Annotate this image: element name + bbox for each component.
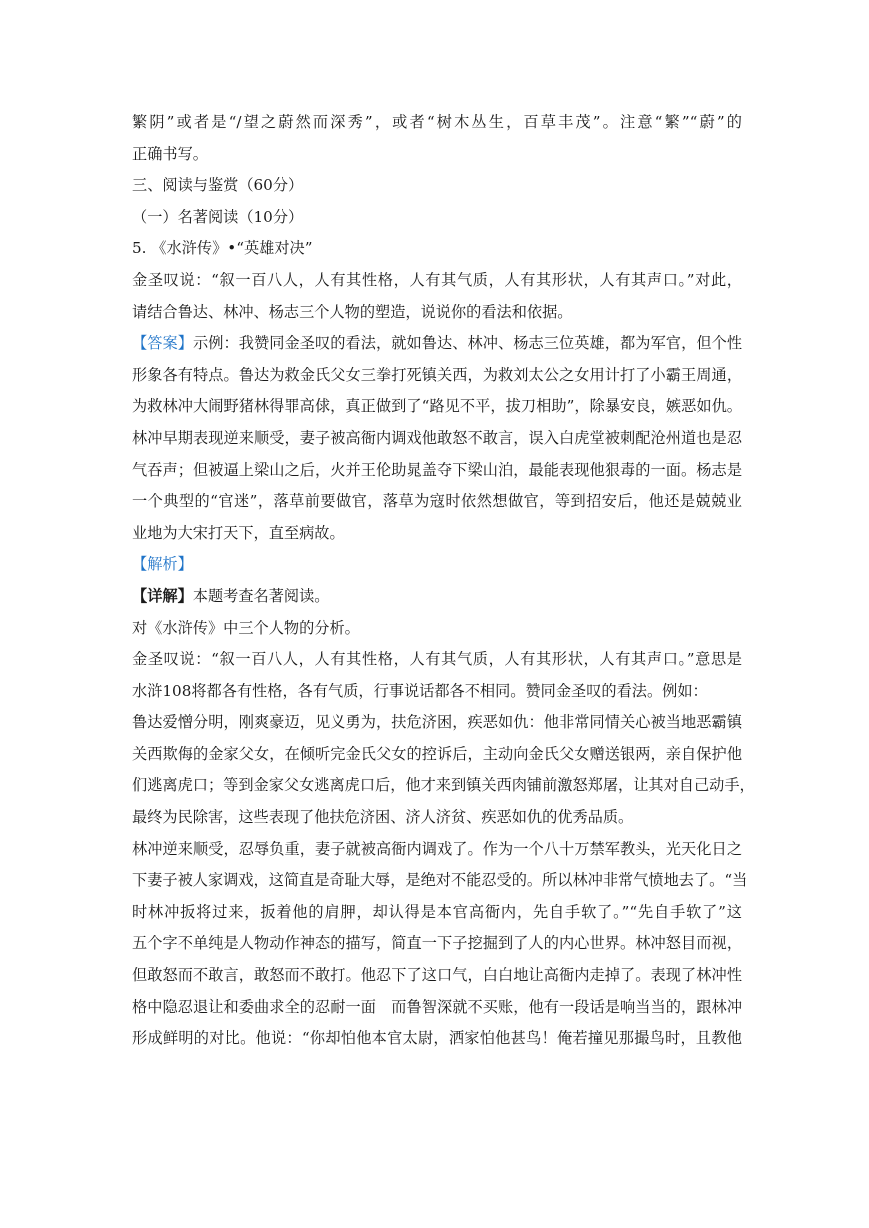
answer-line bbox=[132, 328, 742, 360]
text-line: 关西欺侮的金家父女，在倾听完金氏父女的控诉后，主动向金氏父女赠送银两，亲自保护他 bbox=[132, 744, 742, 763]
text-line: 最终为民除害，这些表现了他扶危济困、济人济贫、疾恶如仇的优秀品质。 bbox=[132, 808, 634, 827]
subsection-heading: （一）名著阅读（10分） bbox=[132, 207, 304, 226]
answer-line: 业地为大宋打天下，直至病故。 bbox=[132, 523, 345, 542]
text-line: 但敢怒而不敢言，敢怒而不敢打。他忍下了这口气，白白地让高衙内走掉了。表现了林冲性 bbox=[132, 966, 742, 985]
question-text: 请结合鲁达、林冲、杨志三个人物的塑造，说说你的看法和依据。 bbox=[132, 302, 573, 321]
text-line: 正确书写。 bbox=[132, 144, 208, 163]
analysis-line bbox=[132, 549, 742, 581]
text-line: 五个字不单纯是人物动作神态的描写，简直一下子挖掘到了人的内心世界。林冲怒目而视， bbox=[132, 934, 742, 953]
detail-text: 本题考查名著阅读。 bbox=[192, 586, 330, 605]
question-title: 5. 《水浒传》•“英雄对决” bbox=[132, 239, 313, 258]
detail-line bbox=[132, 581, 742, 613]
answer-tag: 【答案】 bbox=[132, 334, 194, 353]
document-body bbox=[132, 107, 755, 1055]
answer-line: 形象各有特点。鲁达为救金氏父女三拳打死镇关西，为救刘太公之女用计打了小霸王周通， bbox=[132, 365, 742, 384]
answer-line: 一个典型的“官迷”，落草前要做官，落草为寇时依然想做官，等到招安后，他还是兢兢业 bbox=[132, 492, 742, 511]
text-line: 鲁达爱憎分明，刚爽豪迈，见义勇为，扶危济困，疾恶如仇：他非常同情关心被当地恶霸镇 bbox=[132, 713, 742, 732]
text-line: 下妻子被人家调戏，这简直是奇耻大辱，是绝对不能忍受的。所以林冲非常气愤地去了。“当 bbox=[132, 871, 748, 890]
text-line: 形成鲜明的对比。他说：“你却怕他本官太尉，洒家怕他甚鸟！俺若撞见那撮鸟时，且教他 bbox=[132, 1029, 742, 1048]
text-line: 林冲逆来顺受，忍辱负重，妻子就被高衙内调戏了。作为一个八十万禁军教头，光天化日之 bbox=[132, 839, 742, 858]
text-line: 时林冲扳将过来，扳着他的肩胛，却认得是本官高衙内，先自手软了。”“先自手软了”这 bbox=[132, 902, 742, 921]
text-line: 繁阴”或者是“/望之蔚然而深秀”，或者“树木丛生，百草丰茂”。注意“繁”“蔚”的 bbox=[132, 113, 742, 131]
answer-line: 为救林冲大闹野猪林得罪高俅，真正做到了“路见不平，拔刀相助”，除暴安良，嫉恶如仇。 bbox=[132, 397, 742, 416]
text-line: 金圣叹说：“叙一百八人，人有其性格，人有其气质，人有其形状，人有其声口。”意思是 bbox=[132, 650, 742, 669]
text-line: 们逃离虎口；等到金家父女逃离虎口后，他才来到镇关西肉铺前激怒郑屠，让其对自己动手， bbox=[132, 776, 755, 795]
analysis-tag: 【解析】 bbox=[132, 555, 193, 574]
detail-tag: 【详解】 bbox=[132, 586, 193, 605]
answer-text: 示例：我赞同金圣叹的看法，就如鲁达、林冲、杨志三位英雄，都为军官，但个性 bbox=[193, 334, 743, 353]
text-line: 对《水浒传》中三个人物的分析。 bbox=[132, 618, 360, 637]
answer-line: 林冲早期表现逆来顺受，妻子被高衙内调戏他敢怒不敢言，误入白虎堂被刺配沧州道也是忍 bbox=[132, 428, 742, 447]
text-line: 格中隐忍退让和委曲求全的忍耐一面 而鲁智深就不买账，他有一段话是响当当的，跟林冲 bbox=[132, 997, 742, 1016]
question-text: 金圣叹说：“叙一百八人，人有其性格，人有其气质，人有其形状，人有其声口。”对此， bbox=[132, 270, 742, 289]
answer-line: 气吞声；但被逼上梁山之后，火并王伦助晁盖夺下梁山泊，最能表现他狠毒的一面。杨志是 bbox=[132, 460, 742, 479]
text-line: 水浒108将都各有性格，各有气质，行事说话都各不相同。赞同金圣叹的看法。例如： bbox=[132, 681, 708, 700]
section-heading: 三、阅读与鉴赏（60分） bbox=[132, 176, 304, 195]
